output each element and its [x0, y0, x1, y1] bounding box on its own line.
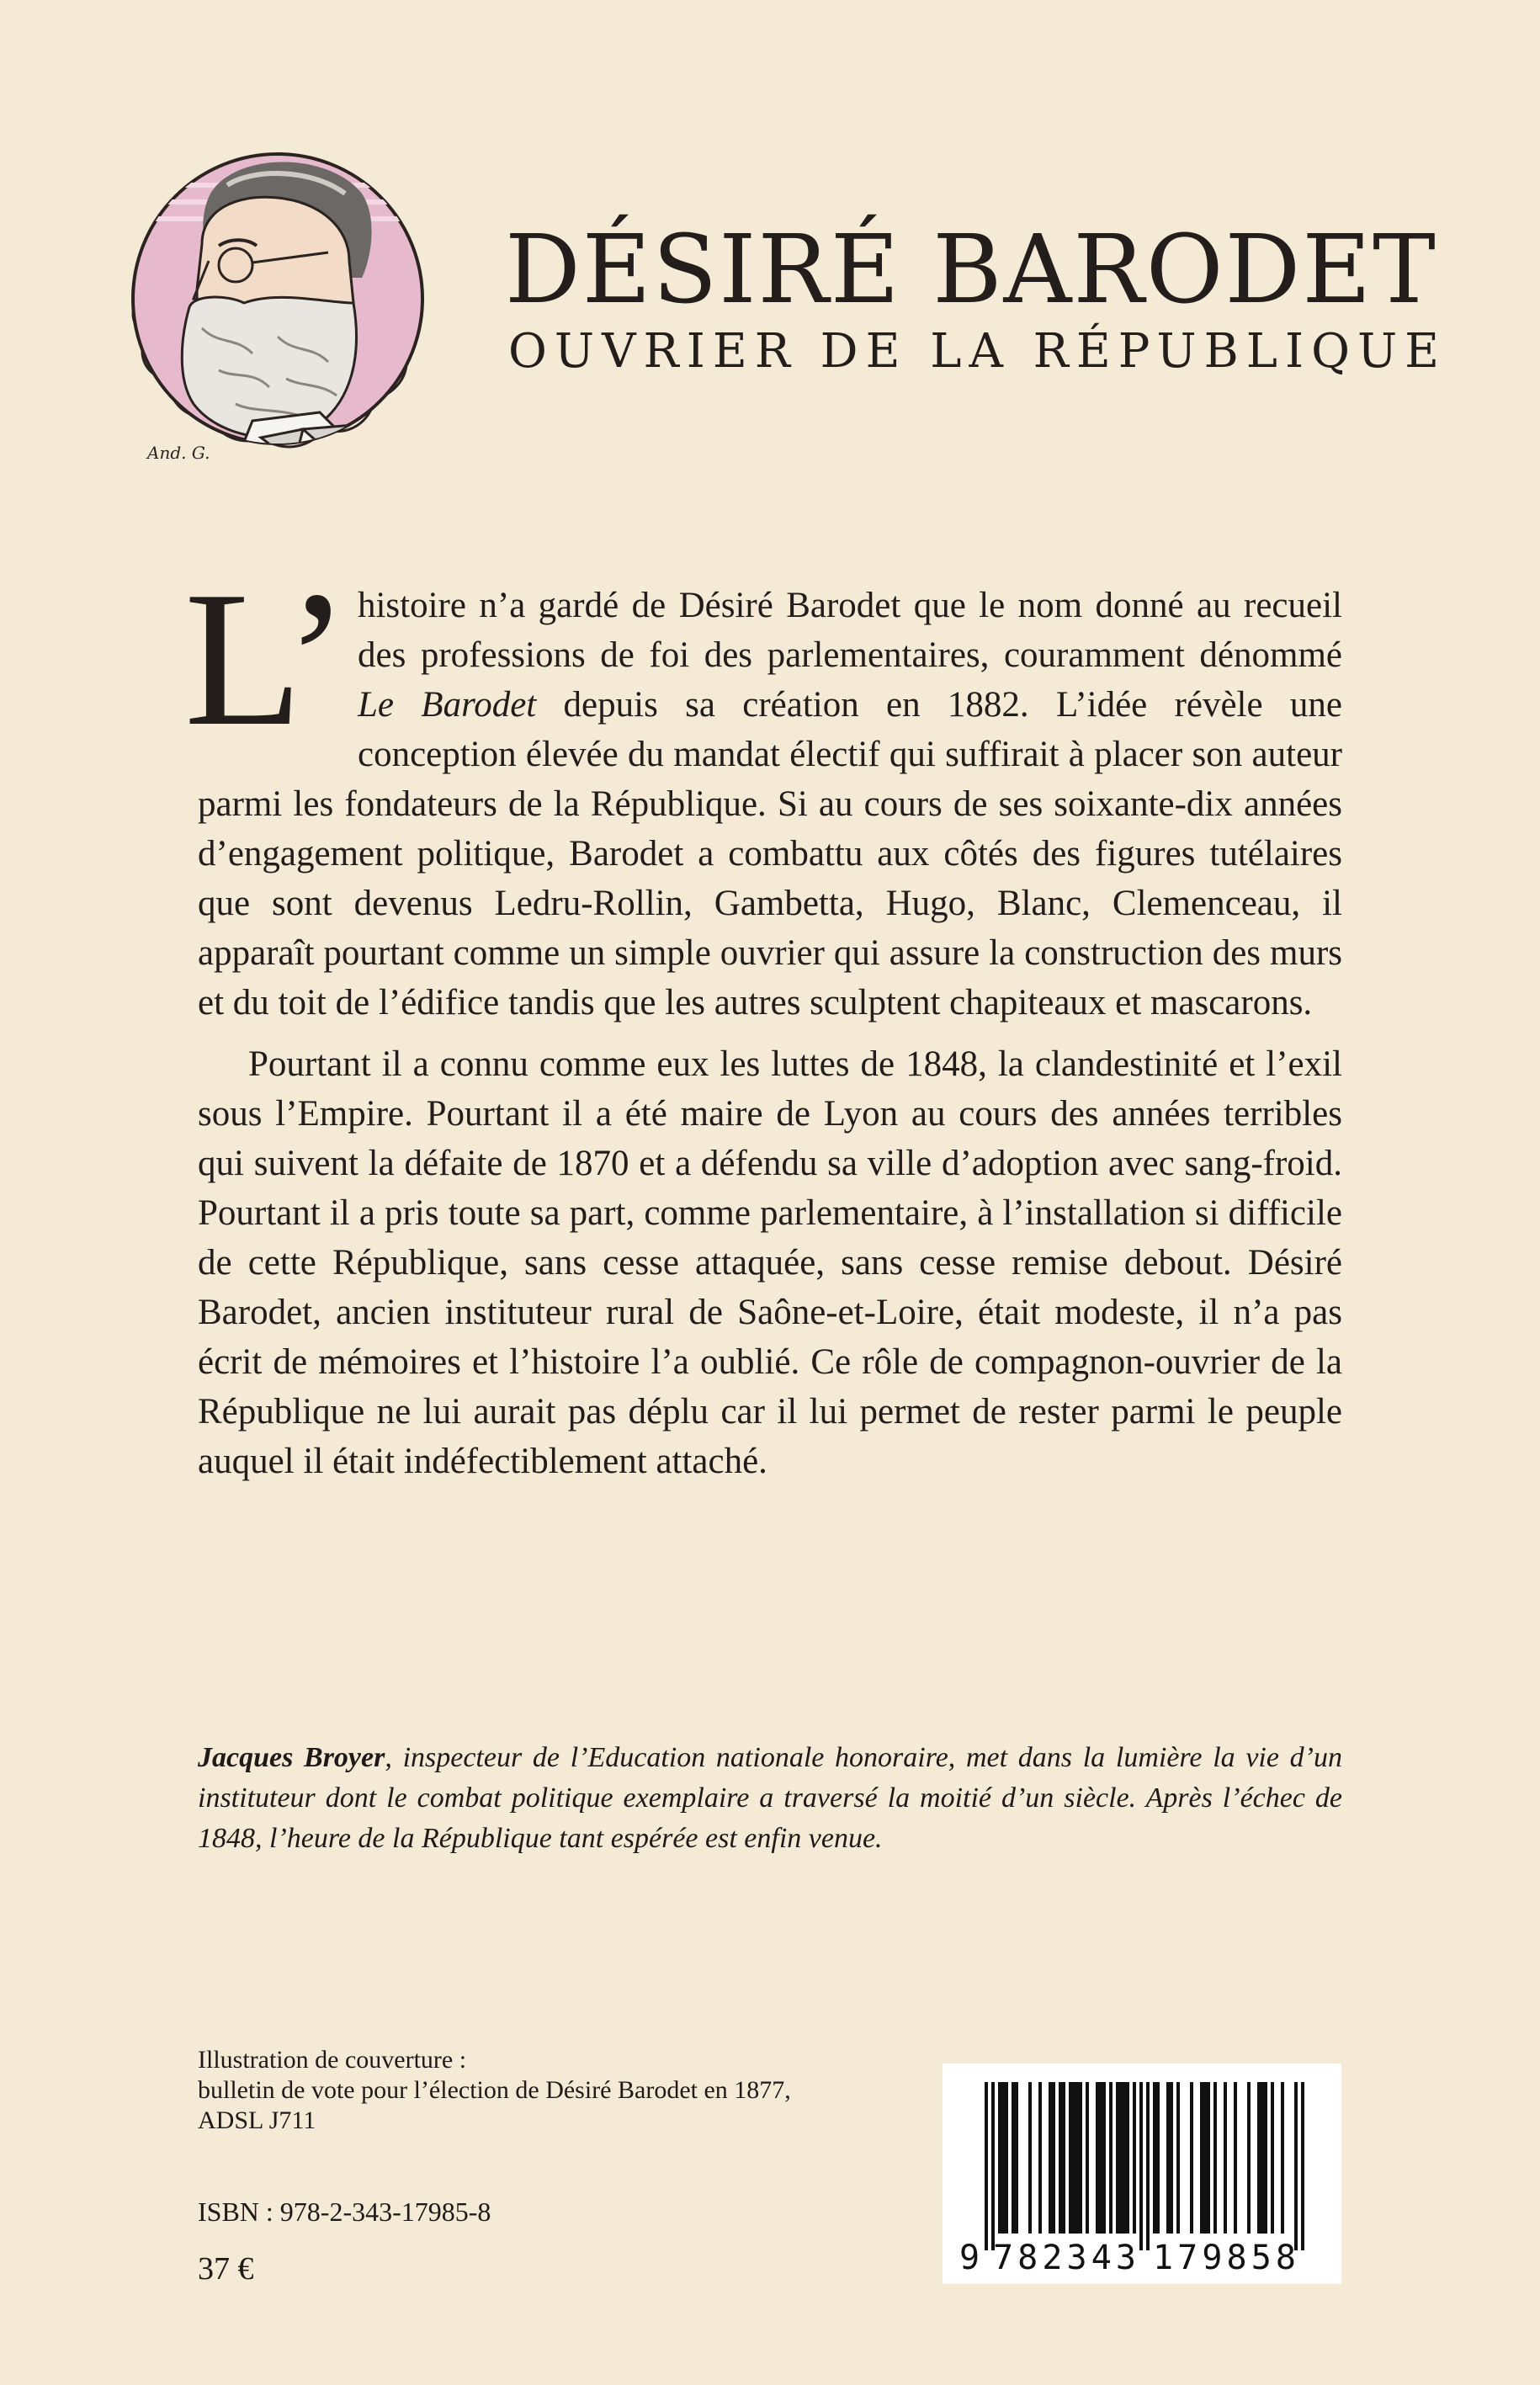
barcode-bar — [1153, 2082, 1156, 2234]
credit-line-1: Illustration de couverture : — [198, 2046, 467, 2074]
barcode-bar — [1170, 2082, 1173, 2234]
barcode-bar — [1049, 2082, 1052, 2234]
barcode-bar — [1072, 2082, 1075, 2234]
barcode-bar — [1234, 2082, 1237, 2234]
blurb-paragraph-2: Pourtant il a connu comme eux les luttes de 1848, la clandestinité et l’exil sous l’Empire. Pourtant il a été maire de Lyon au cours des années terribles qui suivent la défaite de 1870 et a défendu sa ville d’adoption avec sang-froid. Pourtant il a pris toute sa part, comme parlementaire, à l’installation si difficile de cette République, sans cesse attaquée, sans cesse remise debout. Désiré Barodet, ancien instituteur rural de Saône-et-Loire, était modeste, il n’a pas écrit de mémoires et l’histoire l’a oublié. Ce rôle de compagnon-ouvrier de la République ne lui aurait pas déplu car il lui permet de rester parmi le peuple auquel il était indéfectiblement attaché. — [198, 1044, 1342, 1481]
barcode-bar — [1102, 2082, 1106, 2234]
isbn-text: ISBN : 978-2-343-17985-8 — [198, 2196, 491, 2227]
blurb-paragraph-1 — [184, 551, 1342, 1028]
barcode-bar — [1086, 2082, 1089, 2234]
barcode-bar — [1119, 2082, 1123, 2234]
barcode-bar — [1203, 2082, 1207, 2234]
barcode-digits-group-1: 782343 — [993, 2239, 1136, 2277]
price-text: 37 € — [198, 2251, 254, 2287]
barcode-bar — [1001, 2082, 1005, 2234]
barcode-bar — [1012, 2082, 1015, 2234]
barcode-lead-digit: 9 — [959, 2239, 980, 2277]
barcode-bar — [985, 2082, 988, 2250]
blurb-text — [184, 551, 1342, 1486]
credit-line-2: bulletin de vote pour l’élection de Désiré Barodet en 1877, — [198, 2076, 791, 2104]
barcode-bar — [1079, 2082, 1082, 2234]
barcode-bar — [1156, 2082, 1160, 2234]
barcode-bar — [1133, 2082, 1136, 2234]
portrait-signature: And. G. — [147, 443, 210, 463]
book-subtitle: OUVRIER DE LA RÉPUBLIQUE — [508, 324, 1447, 379]
barcode-bar — [1301, 2082, 1304, 2250]
barcode-bar — [1116, 2082, 1119, 2234]
barcode-bar — [1224, 2082, 1227, 2234]
credit-line-3: ADSL J711 — [198, 2106, 316, 2134]
barcode-bar — [1062, 2082, 1065, 2234]
barcode-bar — [1281, 2082, 1284, 2234]
barcode-bar — [1139, 2082, 1143, 2250]
barcode-bar — [1207, 2082, 1210, 2234]
barcode-bar — [1126, 2082, 1129, 2234]
book-title: DÉSIRÉ BARODET — [505, 215, 1437, 325]
barcode-bars — [985, 2082, 1304, 2250]
barcode-bar — [1069, 2082, 1072, 2234]
barcode-bar — [1294, 2082, 1298, 2250]
blurb-paragraph-1-end: depuis sa création en 1882. L’idée révèle une conception élevée du mandat électif qui suffirait à placer son auteur parmi les fondateurs de la République. Si au cours de ses soixante-dix années d’engagement politique, Barodet a combattu aux côtés des figures tutélaires que sont devenus Ledru-Rollin, Gambetta, Hugo, Blanc, Clemenceau, il apparaît pourtant comme un simple ouvrier qui assure la construction des murs et du toit de l’édifice tandis que les autres sculptent chapiteaux et mascarons. — [198, 685, 1342, 1023]
author-bio — [198, 1738, 1342, 1859]
barcode-bar — [1123, 2082, 1126, 2234]
barcode-bar — [998, 2082, 1001, 2234]
barcode-bar — [1213, 2082, 1217, 2234]
barcode-bar — [1166, 2082, 1170, 2234]
barcode-bar — [1075, 2082, 1079, 2234]
portrait-caricature-icon — [109, 135, 446, 505]
barcode-bar — [1052, 2082, 1055, 2234]
portrait-illustration — [109, 135, 446, 505]
barcode-bar — [1096, 2082, 1099, 2234]
barcode-bar — [1247, 2082, 1251, 2234]
barcode-bar — [1028, 2082, 1032, 2234]
barcode-icon — [943, 2064, 1341, 2284]
barcode-bar — [1005, 2082, 1008, 2234]
barcode-bar — [1261, 2082, 1264, 2234]
barcode-bar — [1264, 2082, 1267, 2234]
barcode — [943, 2064, 1341, 2284]
barcode-bar — [1257, 2082, 1261, 2234]
author-name: Jacques Broyer — [198, 1742, 385, 1773]
blurb-paragraph-1-start: L’histoire n’a gardé de Désiré Barodet que le nom donné au recueil des professions de foi des parlementaires, couramment dénommé — [184, 551, 1342, 766]
barcode-bar — [1271, 2082, 1274, 2234]
barcode-digits-group-2: 179858 — [1153, 2239, 1296, 2277]
author-bio-text: , inspecteur de l’Education nationale honoraire, met dans la lumière la vie d’un instituteur dont le combat politique exemplaire a traversé la moitié d’un siècle. Après l’échec de 1848, l’heure de la République tant espérée est enfin venue. — [198, 1742, 1342, 1854]
barcode-bar — [1190, 2082, 1193, 2234]
barcode-bar — [1176, 2082, 1180, 2234]
barcode-bar — [991, 2082, 995, 2250]
barcode-bar — [1015, 2082, 1018, 2234]
barcode-bar — [1109, 2082, 1113, 2234]
barcode-bar — [1146, 2082, 1150, 2250]
illustration-credit — [198, 2045, 871, 2136]
blurb-book-reference: Le Barodet — [357, 685, 537, 725]
barcode-bar — [1059, 2082, 1062, 2234]
barcode-bar — [1200, 2082, 1203, 2234]
barcode-bar — [1038, 2082, 1042, 2234]
barcode-bar — [1099, 2082, 1102, 2234]
